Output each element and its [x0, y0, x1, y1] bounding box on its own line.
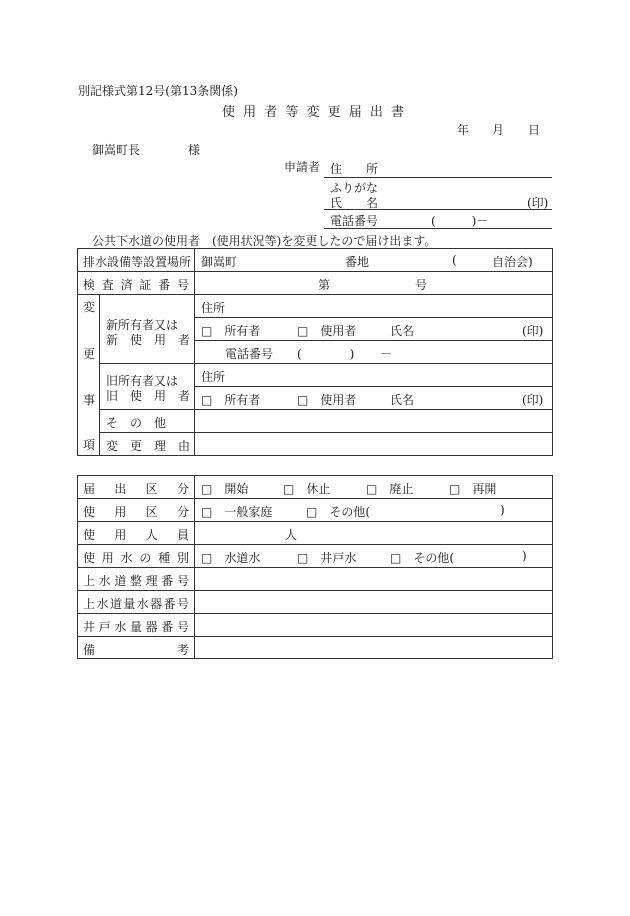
label-char: 別 — [176, 551, 189, 565]
applicant-furigana-label: ふりがな — [330, 181, 379, 195]
checkbox-water-other[interactable]: □ その他( — [390, 551, 455, 565]
row-label-notification-type — [83, 480, 189, 497]
form-title: 使 用 者 等 変 更 届 出 書 — [222, 105, 407, 120]
label-char: 番 — [163, 597, 176, 611]
addressee-name: 御嵩町長 — [92, 143, 141, 157]
label-char: 分 — [176, 505, 189, 519]
label-char: 員 — [176, 528, 189, 542]
row-label-usage-type — [83, 503, 189, 520]
location-banchi: 番地 — [345, 255, 370, 269]
new-phone-paren: ( ) — [297, 347, 355, 361]
location-assoc: 自治会) — [492, 255, 533, 269]
old-owner-label-line1: 旧所有者又は — [106, 374, 179, 388]
row-label-well-meter-number — [83, 618, 189, 635]
label-char: 証 — [139, 278, 152, 292]
new-name-label: 氏名 — [390, 324, 415, 338]
label-char: 水 — [114, 620, 127, 634]
change-char-2: 更 — [83, 347, 96, 361]
label-char: 査 — [101, 278, 114, 292]
label-char: 種 — [158, 551, 171, 565]
label-char: 上 — [83, 574, 96, 588]
change-char-4: 項 — [83, 438, 96, 452]
row-label-water-account-number — [83, 572, 189, 589]
label-char: 用 — [101, 551, 114, 565]
row-label-occupants — [83, 526, 189, 543]
applicant-phone-line — [324, 228, 552, 229]
label-char: 井 — [83, 620, 96, 634]
new-address-label: 住所 — [201, 301, 226, 315]
label-char: 備 — [83, 643, 96, 657]
label-char: 量 — [129, 620, 142, 634]
row-divider — [194, 317, 553, 318]
row-divider — [77, 567, 553, 568]
checkbox-resume[interactable]: □ 再開 — [449, 482, 497, 496]
row-divider — [194, 340, 553, 341]
inspection-label — [83, 276, 189, 293]
date-month: 月 — [492, 123, 505, 137]
row-divider — [77, 636, 553, 637]
label-char: 番 — [161, 574, 174, 588]
label-char: 道 — [109, 597, 122, 611]
inspection-dai: 第 — [318, 278, 331, 292]
change-char-3: 事 — [83, 393, 96, 407]
applicant-label: 申請者 — [284, 160, 321, 174]
new-seal: (印) — [522, 324, 544, 338]
applicant-phone-value: ( )－ — [431, 214, 489, 228]
old-checkbox-user[interactable]: □ 使用者 — [297, 393, 357, 407]
applicant-address-line — [324, 177, 552, 178]
label-char: 理 — [145, 574, 158, 588]
row-divider — [77, 590, 553, 591]
label-char: 号 — [176, 597, 189, 611]
label-char: 考 — [176, 643, 189, 657]
row-divider — [77, 271, 553, 272]
row-divider — [77, 294, 553, 295]
location-assoc-open: ( — [452, 253, 457, 267]
other-label: そ の 他 — [106, 416, 167, 430]
inspection-go: 号 — [415, 278, 428, 292]
col-divider — [194, 248, 195, 456]
old-seal: (印) — [522, 393, 544, 407]
date-year: 年 — [457, 123, 470, 137]
addressee-suffix: 様 — [188, 143, 201, 157]
applicant-seal: (印) — [527, 196, 549, 210]
old-address-label: 住所 — [201, 370, 226, 384]
label-char: 分 — [176, 482, 189, 496]
applicant-name-line — [324, 209, 552, 210]
label-char: 上 — [83, 597, 96, 611]
checkbox-tap-water[interactable]: □ 水道水 — [201, 551, 261, 565]
label-char: 器 — [145, 620, 158, 634]
row-divider — [99, 363, 553, 364]
row-divider — [194, 386, 553, 387]
label-char: 使 — [83, 528, 96, 542]
label-char: 水 — [136, 597, 149, 611]
row-divider — [77, 613, 553, 614]
old-checkbox-owner[interactable]: □ 所有者 — [201, 393, 261, 407]
new-phone-label: 電話番号 — [225, 347, 274, 361]
intro-sentence: 公共下水道の使用者 (使用状況等)を変更したので届け出ます。 — [92, 234, 437, 248]
row-label-remarks — [83, 641, 189, 658]
applicant-phone-label: 電話番号 — [330, 214, 379, 228]
applicant-address-label: 住 所 — [330, 162, 379, 176]
row-divider — [77, 521, 553, 522]
location-label: 排水設備等設置場所 — [83, 255, 192, 269]
change-char-1: 変 — [83, 300, 96, 314]
old-name-label: 氏名 — [390, 393, 415, 407]
form-code: 別記様式第12号(第13条関係) — [78, 84, 238, 98]
label-char: 届 — [83, 482, 96, 496]
label-char: 道 — [114, 574, 127, 588]
reason-label: 変 更 理 由 — [106, 439, 191, 453]
row-label-water-type — [83, 549, 189, 566]
location-town: 御嵩町 — [201, 255, 238, 269]
row-divider — [99, 409, 553, 410]
date-day: 日 — [528, 123, 541, 137]
label-char: 済 — [120, 278, 133, 292]
checkbox-usage-other[interactable]: □ その他( — [306, 505, 371, 519]
new-phone-dash: － — [380, 347, 393, 361]
label-char: 量 — [123, 597, 136, 611]
new-owner-label-line1: 新所有者又は — [106, 318, 179, 332]
label-char: 区 — [145, 505, 158, 519]
label-char: の — [139, 551, 152, 565]
usage-other-close: ) — [500, 503, 505, 517]
label-char: 水 — [98, 574, 111, 588]
label-char: 水 — [120, 551, 133, 565]
col-divider — [99, 294, 100, 456]
new-checkbox-user[interactable]: □ 使用者 — [297, 324, 357, 338]
label-char: 出 — [114, 482, 127, 496]
checkbox-household[interactable]: □ 一般家庭 — [201, 505, 273, 519]
applicant-name-label: 氏 名 — [330, 196, 379, 210]
label-char: 整 — [129, 574, 142, 588]
row-label-water-meter-number — [83, 595, 189, 612]
checkbox-start[interactable]: □ 開始 — [201, 482, 249, 496]
label-char: 番 — [161, 620, 174, 634]
new-checkbox-owner[interactable]: □ 所有者 — [201, 324, 261, 338]
checkbox-abolish[interactable]: □ 廃止 — [366, 482, 414, 496]
old-owner-label-line2: 旧 使 用 者 — [106, 389, 191, 403]
label-char: 水 — [96, 597, 109, 611]
label-char: 号 — [176, 574, 189, 588]
label-char: 検 — [83, 278, 96, 292]
row-divider — [77, 498, 553, 499]
label-char: 使 — [83, 505, 96, 519]
water-other-close: ) — [522, 549, 527, 563]
label-char: 器 — [150, 597, 163, 611]
label-char: 用 — [114, 505, 127, 519]
label-char: 番 — [158, 278, 171, 292]
label-char: 号 — [176, 278, 189, 292]
label-char: 号 — [176, 620, 189, 634]
checkbox-suspend[interactable]: □ 休止 — [283, 482, 331, 496]
label-char: 使 — [83, 551, 96, 565]
label-char: 区 — [145, 482, 158, 496]
row-divider — [99, 432, 553, 433]
occupants-unit: 人 — [285, 528, 298, 542]
row-divider — [77, 544, 553, 545]
new-owner-label-line2: 新 使 用 者 — [106, 333, 191, 347]
label-char: 人 — [145, 528, 158, 542]
label-char: 戸 — [98, 620, 111, 634]
checkbox-well-water[interactable]: □ 井戸水 — [297, 551, 357, 565]
label-char: 用 — [114, 528, 127, 542]
